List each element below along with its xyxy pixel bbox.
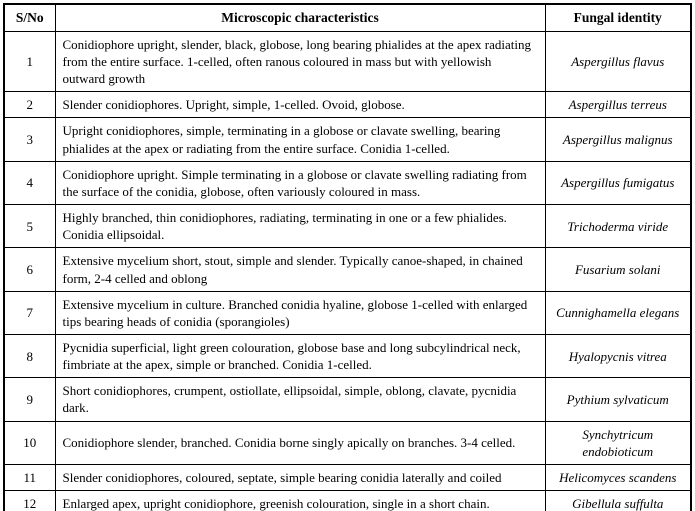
- characteristics-cell: Pycnidia superficial, light green colouration, globose base and long subcylindrical neck, fimbriate at the apex, simple or branched. Conidia 1-celled.: [55, 335, 545, 378]
- identity-cell: Aspergillus terreus: [545, 92, 691, 118]
- column-header-characteristics: Microscopic characteristics: [55, 4, 545, 31]
- identity-cell: Gibellula suffulta: [545, 491, 691, 511]
- table-row: [4, 118, 691, 161]
- identity-cell: Pythium sylvaticum: [545, 378, 691, 421]
- sno-cell: 12: [4, 491, 55, 511]
- column-header-sno: S/No: [4, 4, 55, 31]
- characteristics-cell: Short conidiophores, crumpent, ostiollate, ellipsoidal, simple, oblong, clavate, pycnidia dark.: [55, 378, 545, 421]
- table-row: [4, 31, 691, 91]
- characteristics-cell: Slender conidiophores, coloured, septate, simple bearing conidia laterally and coiled: [55, 464, 545, 490]
- sno-cell: 5: [4, 205, 55, 248]
- sno-cell: 3: [4, 118, 55, 161]
- characteristics-cell: Highly branched, thin conidiophores, radiating, terminating in one or a few phialides. Conidia ellipsoidal.: [55, 205, 545, 248]
- table-row: [4, 161, 691, 204]
- sno-cell: 2: [4, 92, 55, 118]
- table-row: [4, 378, 691, 421]
- characteristics-cell: Upright conidiophores, simple, terminating in a globose or clavate swelling, bearing phialides at the apex or radiating from the entire surface. Conidia 1-celled.: [55, 118, 545, 161]
- identity-cell: Trichoderma viride: [545, 205, 691, 248]
- identity-cell: Cunnighamella elegans: [545, 291, 691, 334]
- characteristics-cell: Extensive mycelium in culture. Branched conidia hyaline, globose 1-celled with enlarged tips bearing heads of conidia (sporangioles): [55, 291, 545, 334]
- identity-cell: Aspergillus malignus: [545, 118, 691, 161]
- identity-cell: Helicomyces scandens: [545, 464, 691, 490]
- table-row: [4, 491, 691, 511]
- table-row: [4, 421, 691, 464]
- sno-cell: 11: [4, 464, 55, 490]
- table-row: [4, 92, 691, 118]
- characteristics-cell: Conidiophore slender, branched. Conidia borne singly apically on branches. 3-4 celled.: [55, 421, 545, 464]
- identity-cell: Aspergillus fumigatus: [545, 161, 691, 204]
- identity-cell: Aspergillus flavus: [545, 31, 691, 91]
- table-row: [4, 291, 691, 334]
- identity-cell: Hyalopycnis vitrea: [545, 335, 691, 378]
- sno-cell: 9: [4, 378, 55, 421]
- table-row: [4, 464, 691, 490]
- table-body: [4, 31, 691, 511]
- characteristics-cell: Conidiophore upright, slender, black, globose, long bearing phialides at the apex radiating from the entire surface. 1-celled, often ranous coloured in mass but with yellowish outward growth: [55, 31, 545, 91]
- table-header: [4, 4, 691, 31]
- characteristics-cell: Enlarged apex, upright conidiophore, greenish colouration, single in a short chain.: [55, 491, 545, 511]
- table-row: [4, 335, 691, 378]
- column-header-identity: Fungal identity: [545, 4, 691, 31]
- table-row: [4, 205, 691, 248]
- sno-cell: 6: [4, 248, 55, 291]
- sno-cell: 7: [4, 291, 55, 334]
- characteristics-cell: Slender conidiophores. Upright, simple, 1-celled. Ovoid, globose.: [55, 92, 545, 118]
- sno-cell: 1: [4, 31, 55, 91]
- table-row: [4, 248, 691, 291]
- identity-cell: Synchytricum endobioticum: [545, 421, 691, 464]
- sno-cell: 4: [4, 161, 55, 204]
- characteristics-cell: Conidiophore upright. Simple terminating in a globose or clavate swelling radiating from the surface of the conidia, globose, often variously coloured in mass.: [55, 161, 545, 204]
- sno-cell: 8: [4, 335, 55, 378]
- fungal-identity-table: [3, 3, 692, 511]
- header-row: [4, 4, 691, 31]
- characteristics-cell: Extensive mycelium short, stout, simple and slender. Typically canoe-shaped, in chained form, 2-4 celled and oblong: [55, 248, 545, 291]
- identity-cell: Fusarium solani: [545, 248, 691, 291]
- sno-cell: 10: [4, 421, 55, 464]
